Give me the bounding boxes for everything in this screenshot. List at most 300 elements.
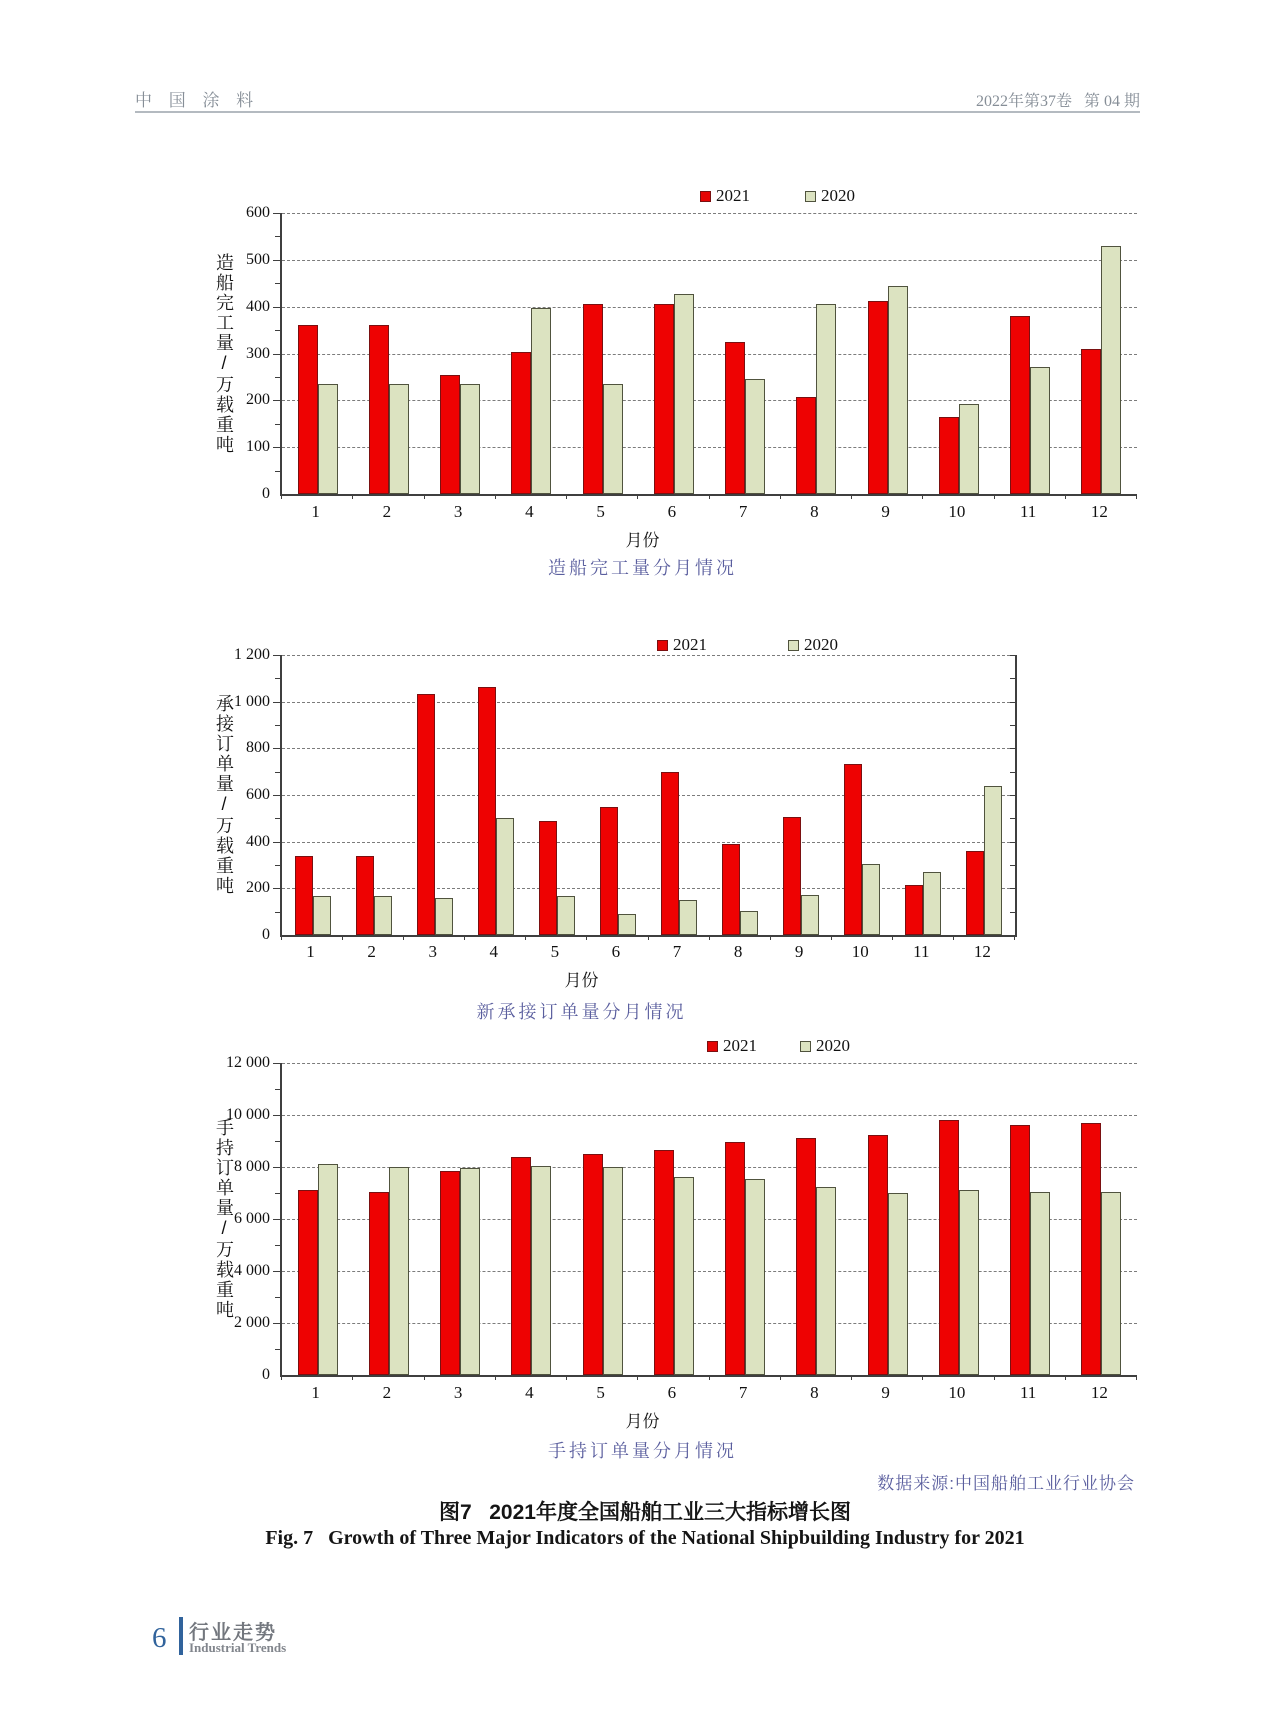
x-axis-tick <box>352 494 353 499</box>
chart-orders-on-hand <box>0 1033 1275 1465</box>
y-tick-label: 400 <box>246 832 270 850</box>
y-axis-title: 承接订单量/万载重吨 <box>214 694 234 896</box>
y-axis-tick <box>273 1219 280 1220</box>
x-axis-tick <box>495 494 496 499</box>
plot-area <box>226 1054 1137 1383</box>
y-tick-label: 1 200 <box>234 646 270 663</box>
bar-group <box>923 1120 994 1375</box>
bar-group <box>852 286 923 494</box>
legend-item-2020 <box>800 1038 850 1054</box>
bar-group <box>404 694 465 936</box>
bar-2020 <box>389 1167 409 1375</box>
legend-swatch-2021 <box>700 191 711 202</box>
bar-2020 <box>740 911 758 935</box>
month-label: 5 <box>596 1383 605 1402</box>
bar-group <box>587 807 648 935</box>
bar-2021 <box>369 325 389 494</box>
y-tick-label: 12 000 <box>226 1054 270 1071</box>
x-axis-tick <box>637 494 638 499</box>
x-axis-tick <box>1065 1375 1066 1380</box>
legend-swatch-2020 <box>800 1041 811 1052</box>
x-axis-tick <box>566 494 567 499</box>
x-axis-tick <box>281 494 282 499</box>
bar-group <box>425 1168 496 1375</box>
y-axis-tick <box>275 725 280 726</box>
month-label: 10 <box>948 502 966 521</box>
journal-title: 中 国 涂 料 <box>135 91 260 110</box>
y-axis-tick <box>275 283 280 284</box>
chart-subtitle-row <box>150 1437 1135 1463</box>
month-label: 12 <box>1090 502 1108 521</box>
y-tick-label: 100 <box>246 438 270 456</box>
legend-label-2021: 2021 <box>723 1036 757 1055</box>
y-axis-tick <box>273 213 280 214</box>
y-tick-label: 500 <box>246 250 270 268</box>
x-axis-tick <box>953 935 954 940</box>
x-axis-tick <box>922 1375 923 1380</box>
bar-2021 <box>1010 316 1030 494</box>
bar-2020 <box>435 898 453 935</box>
month-label: 12 <box>973 942 991 961</box>
x-axis-tick <box>780 494 781 499</box>
bar-2021 <box>939 417 959 494</box>
bar-2020 <box>674 1177 694 1375</box>
month-labels <box>280 1383 1135 1403</box>
chart-subtitle-row <box>150 554 1135 580</box>
bar-2021 <box>583 1154 603 1375</box>
chart-subtitle: 手持订单量分月情况 <box>548 1441 737 1461</box>
bar-2020 <box>984 786 1002 935</box>
x-axis-tick <box>851 494 852 499</box>
bar-group <box>638 1150 709 1375</box>
x-axis-tick <box>892 935 893 940</box>
month-label: 9 <box>794 942 804 961</box>
y-tick-label: 600 <box>246 204 270 221</box>
month-label: 9 <box>881 1383 890 1402</box>
legend-swatch-2021 <box>657 640 668 651</box>
y-axis-right-tick <box>1010 702 1015 703</box>
bar-2021 <box>654 304 674 494</box>
month-label: 5 <box>550 942 560 961</box>
month-label: 4 <box>525 1383 534 1402</box>
bar-2021 <box>369 1192 389 1375</box>
x-axis-tick <box>403 935 404 940</box>
x-axis-tick <box>281 935 282 940</box>
x-axis-title: 月份 <box>625 531 660 550</box>
bar-2021 <box>725 342 745 494</box>
x-axis-tick <box>281 1375 282 1380</box>
bar-group <box>995 1125 1066 1375</box>
chart-completion-volume <box>0 180 1275 580</box>
footer-section-zh: 行业走势 <box>189 1622 277 1644</box>
bar-group <box>954 786 1015 935</box>
x-axis-tick <box>709 935 710 940</box>
x-axis-tick <box>424 494 425 499</box>
bar-group <box>282 856 343 935</box>
bar-group <box>995 316 1066 494</box>
bar-2021 <box>1010 1125 1030 1375</box>
month-label: 3 <box>428 942 437 961</box>
month-label: 5 <box>596 502 605 521</box>
month-label: 3 <box>453 502 463 521</box>
y-axis-tick <box>273 354 280 355</box>
month-label: 1 <box>306 942 315 961</box>
bar-2021 <box>783 817 801 935</box>
legend-label-2020: 2020 <box>816 1036 850 1055</box>
bar-2021 <box>905 885 923 935</box>
chart-subtitle-row <box>150 998 1013 1024</box>
legend-label-2020: 2020 <box>804 635 838 654</box>
month-label: 9 <box>881 502 890 521</box>
bar-2020 <box>679 900 697 935</box>
bar-group <box>649 772 710 935</box>
x-axis-tick <box>851 1375 852 1380</box>
bar-group <box>710 844 771 935</box>
y-axis-tick <box>275 1297 280 1298</box>
bar-group <box>923 404 994 494</box>
bar-2020 <box>959 404 979 494</box>
x-axis-tick <box>342 935 343 940</box>
y-tick-label: 800 <box>246 739 270 757</box>
y-axis-tick <box>275 330 280 331</box>
bar-2021 <box>440 1171 460 1375</box>
chart-subtitle: 新承接订单量分月情况 <box>476 1002 687 1022</box>
bar-2021 <box>661 772 679 935</box>
y-tick-label: 0 <box>262 485 270 502</box>
y-tick-label: 200 <box>246 391 270 409</box>
x-axis-tick <box>464 935 465 940</box>
x-axis-tick <box>770 935 771 940</box>
bar-2020 <box>618 914 636 935</box>
y-axis-title: 手持订单量/万载重吨 <box>214 1118 234 1320</box>
x-axis-tick <box>922 494 923 499</box>
bar-2020 <box>389 384 409 494</box>
gridline <box>282 307 1137 308</box>
bar-2020 <box>1101 246 1121 494</box>
y-axis-tick <box>273 1271 280 1272</box>
bar-2021 <box>966 851 984 935</box>
x-axis-tick <box>1136 1375 1137 1380</box>
x-axis-title-row <box>150 966 1013 991</box>
bar-2021 <box>295 856 313 935</box>
bar-2020 <box>923 872 941 935</box>
bar-2020 <box>603 1167 623 1375</box>
bar-group <box>771 817 832 935</box>
gridline <box>282 260 1137 261</box>
bar-group <box>781 304 852 494</box>
y-axis-tick <box>273 1167 280 1168</box>
bar-group <box>282 1164 353 1375</box>
bar-2020 <box>460 384 480 494</box>
gridline <box>282 1115 1137 1116</box>
month-labels <box>280 942 1013 962</box>
y-axis-right-tick <box>1010 748 1015 749</box>
y-tick-label: 1 000 <box>234 692 270 710</box>
bar-2021 <box>844 764 862 936</box>
bar-2021 <box>868 1135 888 1376</box>
month-label: 8 <box>810 502 819 521</box>
y-axis-tick <box>273 748 280 749</box>
y-axis-right-tick <box>1010 655 1015 656</box>
month-label: 8 <box>810 1383 819 1402</box>
x-axis-tick <box>709 1375 710 1380</box>
bar-2020 <box>603 384 623 494</box>
month-label: 7 <box>738 1383 748 1402</box>
month-label: 11 <box>913 942 930 961</box>
x-axis-tick <box>495 1375 496 1380</box>
month-label: 11 <box>1019 502 1037 521</box>
month-label: 7 <box>672 942 682 961</box>
y-tick-label: 4 000 <box>234 1262 270 1279</box>
x-axis-title: 月份 <box>625 1412 660 1431</box>
bar-2020 <box>862 864 880 935</box>
month-label: 8 <box>733 942 743 961</box>
bar-2021 <box>539 821 557 935</box>
gridline <box>282 748 1015 749</box>
bar-2021 <box>417 694 435 936</box>
x-axis-tick <box>994 494 995 499</box>
bar-group <box>282 325 353 494</box>
bar-2021 <box>298 1190 318 1375</box>
bar-2021 <box>722 844 740 935</box>
bar-2020 <box>1030 367 1050 494</box>
month-label: 6 <box>667 502 677 521</box>
x-axis-tick <box>780 1375 781 1380</box>
chart-new-orders <box>0 630 1275 1028</box>
bar-group <box>425 375 496 494</box>
bar-2020 <box>374 896 392 935</box>
bar-2020 <box>460 1168 480 1375</box>
gridline <box>282 655 1015 656</box>
y-tick-label: 8 000 <box>234 1158 270 1175</box>
bar-2021 <box>511 1157 531 1375</box>
x-axis-tick <box>525 935 526 940</box>
y-axis-tick <box>275 1141 280 1142</box>
legend-label-2020: 2020 <box>821 186 855 205</box>
y-tick-label: 10 000 <box>226 1106 270 1123</box>
bar-group <box>781 1138 852 1375</box>
y-axis-tick <box>275 1193 280 1194</box>
bar-group <box>353 325 424 494</box>
y-tick-label: 200 <box>246 879 270 897</box>
x-axis-tick <box>1014 935 1015 940</box>
bar-group <box>710 1142 781 1375</box>
bar-2021 <box>796 1138 816 1375</box>
x-axis-tick <box>1065 494 1066 499</box>
y-axis-tick <box>273 260 280 261</box>
y-axis-right-tick <box>1010 725 1015 726</box>
y-axis-tick <box>275 1245 280 1246</box>
y-tick-label: 0 <box>262 1366 270 1383</box>
y-axis-tick <box>273 888 280 889</box>
bar-2020 <box>674 294 694 494</box>
y-axis-tick <box>273 1115 280 1116</box>
x-axis-tick <box>586 935 587 940</box>
month-label: 6 <box>611 942 621 961</box>
month-label: 2 <box>382 1383 392 1402</box>
bar-2021 <box>796 397 816 494</box>
y-tick-label: 2 000 <box>234 1314 270 1331</box>
y-axis-tick <box>273 307 280 308</box>
month-label: 3 <box>453 1383 463 1402</box>
x-axis-tick <box>424 1375 425 1380</box>
gridline <box>282 702 1015 703</box>
bar-2020 <box>1101 1192 1121 1375</box>
page-number: 6 <box>152 1622 167 1654</box>
y-axis-tick <box>275 865 280 866</box>
x-axis-tick <box>566 1375 567 1380</box>
y-axis-right-tick <box>1010 772 1015 773</box>
y-tick-label: 300 <box>246 344 270 362</box>
month-label: 6 <box>667 1383 677 1402</box>
month-label: 10 <box>851 942 869 961</box>
x-axis-tick <box>831 935 832 940</box>
bar-group <box>893 872 954 935</box>
bar-group <box>1066 1123 1137 1375</box>
bar-group <box>526 821 587 935</box>
bar-2020 <box>1030 1192 1050 1375</box>
bar-2021 <box>440 375 460 494</box>
y-axis-tick <box>275 818 280 819</box>
gridline <box>282 213 1137 214</box>
y-axis-tick <box>273 842 280 843</box>
bar-2021 <box>511 352 531 494</box>
gridline <box>282 1063 1137 1064</box>
issue-info: 2022年第37卷 第 04 期 <box>975 93 1140 110</box>
footer-accent-bar <box>179 1617 183 1655</box>
bar-group <box>496 1157 567 1375</box>
bar-group <box>638 294 709 494</box>
y-tick-label: 0 <box>262 926 270 943</box>
month-label: 4 <box>525 502 534 521</box>
month-label: 1 <box>311 502 320 521</box>
month-label: 1 <box>311 1383 320 1402</box>
y-axis-tick <box>275 236 280 237</box>
bar-2020 <box>313 896 331 935</box>
y-axis-tick <box>275 471 280 472</box>
month-label: 2 <box>367 942 376 961</box>
data-source-note: 数据来源:中国船舶工业行业协会 <box>877 1474 1135 1493</box>
y-axis-tick <box>275 1089 280 1090</box>
bar-2020 <box>318 384 338 494</box>
bar-2021 <box>583 304 603 494</box>
legend-item-2021 <box>657 637 707 653</box>
legend-swatch-2020 <box>805 191 816 202</box>
x-axis-tick <box>648 935 649 940</box>
bar-2020 <box>496 818 514 935</box>
bar-group <box>852 1135 923 1376</box>
bar-2020 <box>745 379 765 494</box>
bar-group <box>465 687 526 936</box>
legend-item-2020 <box>805 188 855 204</box>
y-axis-tick <box>275 912 280 913</box>
footer-section-en: Industrial Trends <box>189 1640 287 1655</box>
x-axis-tick <box>709 494 710 499</box>
y-axis-tick <box>275 678 280 679</box>
bar-2021 <box>600 807 618 935</box>
bar-2020 <box>531 308 551 494</box>
bar-2021 <box>939 1120 959 1375</box>
plot-area <box>246 204 1137 502</box>
y-axis-right-tick <box>1010 678 1015 679</box>
y-tick-label: 400 <box>246 297 270 315</box>
legend-swatch-2020 <box>788 640 799 651</box>
bar-group <box>567 304 638 494</box>
y-axis-tick <box>275 772 280 773</box>
x-axis-title-row <box>150 526 1135 551</box>
legend-label-2021: 2021 <box>673 635 707 654</box>
y-axis-tick <box>273 400 280 401</box>
bar-group <box>343 856 404 935</box>
bar-2020 <box>531 1166 551 1375</box>
x-axis-tick <box>352 1375 353 1380</box>
bar-2021 <box>868 301 888 494</box>
bar-group <box>710 342 781 494</box>
legend-swatch-2021 <box>707 1041 718 1052</box>
y-axis-title: 造船完工量/万载重吨 <box>214 252 234 455</box>
bar-2021 <box>298 325 318 494</box>
y-tick-label: 6 000 <box>234 1210 270 1227</box>
bar-2020 <box>318 1164 338 1375</box>
bar-2020 <box>816 1187 836 1376</box>
y-axis-tick <box>273 447 280 448</box>
bar-group <box>353 1167 424 1375</box>
y-axis-tick <box>275 377 280 378</box>
y-axis-tick <box>273 1063 280 1064</box>
month-labels <box>280 502 1135 522</box>
x-axis-tick <box>994 1375 995 1380</box>
y-axis-tick <box>273 1323 280 1324</box>
month-label: 10 <box>948 1383 966 1402</box>
bar-group <box>567 1154 638 1375</box>
legend-label-2021: 2021 <box>716 186 750 205</box>
x-axis-title-row <box>150 1407 1135 1432</box>
month-label: 12 <box>1090 1383 1108 1402</box>
bar-2020 <box>816 304 836 494</box>
legend-item-2021 <box>700 188 750 204</box>
bar-group <box>832 764 893 936</box>
y-axis-tick <box>275 424 280 425</box>
bar-2021 <box>356 856 374 935</box>
bar-2020 <box>801 895 819 935</box>
header-rule <box>135 111 1140 113</box>
month-label: 4 <box>489 942 499 961</box>
y-axis-tick <box>273 795 280 796</box>
legend-item-2021 <box>707 1038 757 1054</box>
month-label: 11 <box>1019 1383 1037 1402</box>
bar-2020 <box>888 1193 908 1375</box>
figure-caption-zh: 图7 2021年度全国船舶工业三大指标增长图 <box>439 1501 851 1524</box>
bar-2021 <box>654 1150 674 1375</box>
x-axis-tick <box>1136 494 1137 499</box>
plot-area <box>234 646 1017 943</box>
bar-group <box>496 308 567 494</box>
legend-item-2020 <box>788 637 838 653</box>
bar-2020 <box>888 286 908 494</box>
chart-subtitle: 造船完工量分月情况 <box>548 558 737 578</box>
figure-caption-en: Fig. 7 Growth of Three Major Indicators of the National Shipbuilding Industry for 2021 <box>265 1527 1025 1549</box>
bar-2021 <box>1081 349 1101 494</box>
month-label: 2 <box>382 502 392 521</box>
bar-2021 <box>478 687 496 936</box>
y-axis-tick <box>273 655 280 656</box>
bar-2021 <box>1081 1123 1101 1375</box>
bar-2020 <box>557 896 575 935</box>
bar-2020 <box>959 1190 979 1375</box>
x-axis-tick <box>637 1375 638 1380</box>
bar-2021 <box>725 1142 745 1375</box>
bar-group <box>1066 246 1137 494</box>
